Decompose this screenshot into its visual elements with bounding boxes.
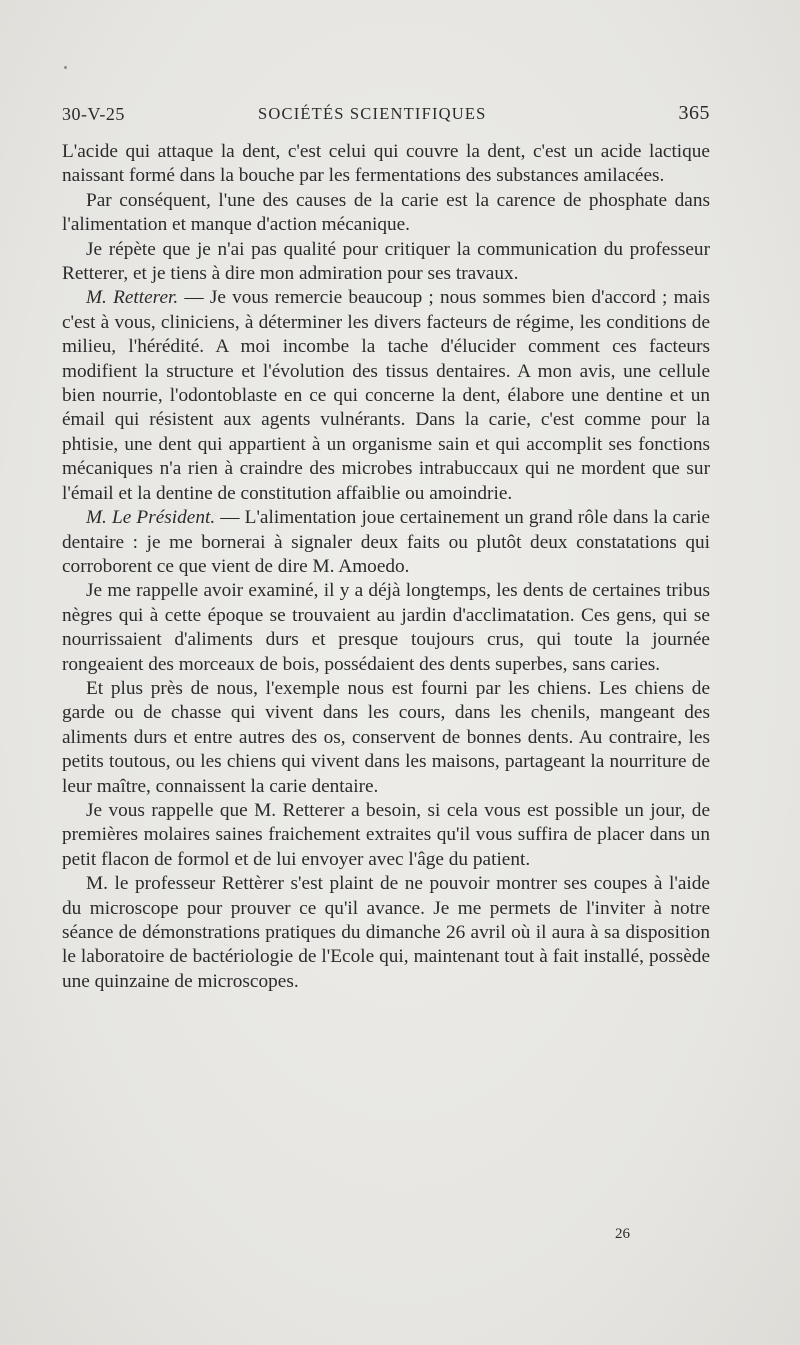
paragraph-3 bbox=[62, 238, 710, 287]
page-number: 365 bbox=[678, 102, 710, 124]
paragraph-text: — L'alimentation joue certainement un grand rôle dans la carie dentaire : je me bornerai à signaler deux faits ou plutôt deux constatations qui corroborent ce que vient de dire M. Amoedo. bbox=[62, 507, 710, 577]
paragraph-text: Je répète que je n'ai pas qualité pour critiquer la communication du professeur Retterer, et je tiens à dire mon admiration pour ses travaux. bbox=[62, 238, 710, 285]
speaker-name: M. Le Président. bbox=[86, 507, 216, 529]
paragraph-text: Et plus près de nous, l'exemple nous est fourni par les chiens. Les chiens de garde ou de chasse qui vivent dans les cours, dans les chenils, mangeant des aliments durs et entre autres des os, conservent de bonnes dents. Au contraire, les petits toutous, ou les chiens qui vivent dans les maisons, partageant la nourriture de leur maître, connaissent la carie dentaire. bbox=[62, 677, 710, 797]
paragraph-4 bbox=[62, 286, 710, 506]
speaker-name: M. Retterer. bbox=[86, 287, 179, 309]
paragraph-2 bbox=[62, 189, 710, 238]
paragraph-7 bbox=[62, 677, 710, 799]
paragraph-text: Par conséquent, l'une des causes de la carie est la carence de phosphate dans l'alimentation et manque d'action mécanique. bbox=[62, 189, 710, 236]
paragraph-text: Je vous rappelle que M. Retterer a besoin, si cela vous est possible un jour, de premières molaires saines fraichement extraites qu'il vous suffira de placer dans un petit flacon de formol et de lui envoyer avec l'âge du patient. bbox=[62, 799, 710, 870]
paragraph-9 bbox=[62, 872, 710, 994]
body-text bbox=[62, 140, 710, 994]
paragraph-5 bbox=[62, 506, 710, 579]
paragraph-6 bbox=[62, 579, 710, 677]
signature-mark: 26 bbox=[615, 1226, 630, 1242]
paragraph-1 bbox=[62, 140, 710, 189]
paragraph-text: M. le professeur Rettèrer s'est plaint de ne pouvoir montrer ses coupes à l'aide du microscope pour prouver ce qu'il avance. Je me permets de l'inviter à notre séance de démonstrations pratiques du dimanche 26 avril où il aura à sa disposition le laboratoire de bactériologie de l'Ecole qui, maintenant tout à fait installé, possède une quinzaine de microscopes. bbox=[62, 873, 710, 992]
paragraph-text: Je me rappelle avoir examiné, il y a déjà longtemps, les dents de certaines tribus nègres qui à cette époque se trouvaient au jardin d'acclimatation. Ces gens, qui se nourrissaient d'aliments durs et presque toujours crus, qui toute la journée rongeaient des morceaux de bois, possédaient des dents superbes, sans caries. bbox=[62, 580, 710, 675]
header-section-title: SOCIÉTÉS SCIENTIFIQUES bbox=[258, 104, 487, 123]
header-date: 30-V-25 bbox=[62, 104, 125, 124]
running-header bbox=[62, 100, 710, 128]
paragraph-8 bbox=[62, 799, 710, 872]
ink-speck bbox=[64, 66, 67, 69]
paragraph-text: — Je vous remercie beaucoup ; nous sommes bien d'accord ; mais c'est à vous, cliniciens, à déterminer les divers facteurs de régime, les conditions de milieu, l'hérédité. A moi incombe la tache d'élucider comment ces facteurs modifient la structure et l'évolution des tissus dentaires. A mon avis, une cellule bien nourrie, l'odontoblaste en ce qui concerne la dent, élabore une dentine et un émail qui résistent aux agents vulnérants. Dans la carie, c'est comme pour la phtisie, une dent qui appartient à un organisme sain et qui accomplit ses fonctions mécaniques n'a rien à craindre des microbes intrabuccaux qui ne mordent que sur l'émail et la dentine de constitution affaiblie ou amoindrie. bbox=[62, 287, 711, 504]
paragraph-text: L'acide qui attaque la dent, c'est celui qui couvre la dent, c'est un acide lactique naissant formé dans la bouche par les fermentations des substances amilacées. bbox=[62, 141, 710, 187]
